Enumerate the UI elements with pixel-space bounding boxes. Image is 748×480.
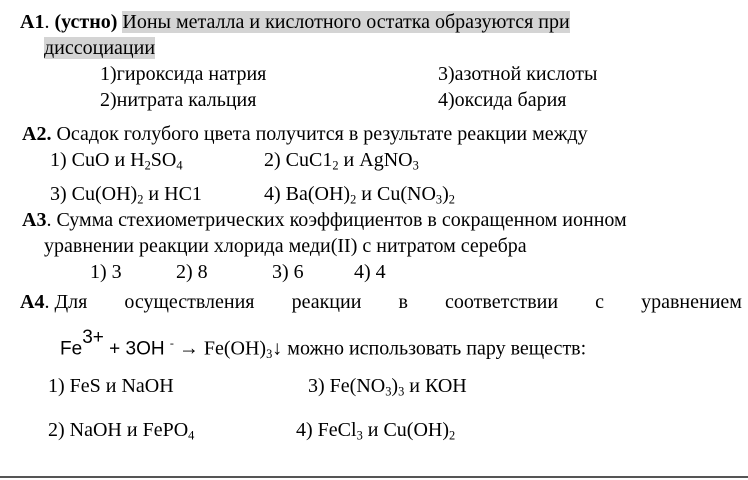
question-a1-text: Ионы металла и кислотного остатка образуются при (122, 11, 570, 33)
question-a1-option-4: 4)оксида бария (438, 89, 567, 111)
question-a4-line1: А4. Для осуществления реакции в соответствии с уравнением (20, 291, 742, 313)
question-a1-line1: А1. (устно) Ионы металла и кислотного остатка образуются при (20, 11, 570, 33)
question-a2-text: Осадок голубого цвета получится в результате реакции между (56, 123, 588, 145)
question-a3-number: А3 (22, 209, 47, 231)
question-a2-line1 (22, 124, 588, 144)
question-a2-option-1: 1) CuO и $H_2SO_4$ (50, 149, 183, 173)
question-a3-line1 (22, 210, 627, 230)
question-a4-equation: $Fe^{3+} + 3OH$ $^- \to Fe(OH)_3↓$ можно использовать пару веществ: (60, 327, 587, 361)
question-a4-number: А4 (20, 291, 45, 313)
question-a2-option-2: 2) $CuC1_2$ и AgNO$_3$ (264, 149, 419, 173)
question-a2-option-4: 4) $Ba(OH)_2$ и $Cu(NO_3)_2$ (264, 183, 455, 207)
question-a4-option-3: 3) $Fe(NO_3)_3$ и КОН (308, 375, 467, 399)
question-a1-option-3: 3)азотной кислоты (438, 63, 598, 85)
question-a3-text: . Сумма стехиометрических коэффициентов в сокращенном ионном (46, 209, 627, 231)
question-a2-option-3: 3) $Cu(OH)_2$ и HC1 (50, 183, 202, 207)
question-a4-option-1: 1) FeS и NaOH (48, 375, 174, 397)
question-a1-line2: диссоциации (44, 37, 156, 59)
question-a3-option-1: 1) 3 (90, 261, 122, 283)
question-a1-number: А1 (20, 11, 45, 33)
question-a3-line2: уравнении реакции хлорида меди(II) с нитратом серебра (44, 235, 527, 257)
question-a4-option-4: 4) FeCl$_3$ и $Cu(OH)_2$ (296, 419, 456, 443)
question-a4-option-2: 2) NaOH и FePO$_4$ (48, 419, 195, 443)
question-a1-tag: (устно) (54, 11, 118, 33)
question-a3-option-4: 4) 4 (354, 261, 386, 283)
question-a3-option-3: 3) 6 (272, 261, 304, 283)
question-a3-option-2: 2) 8 (176, 261, 208, 283)
question-a2-number: А2. (22, 123, 52, 145)
question-a1-option-1: 1)гироксида натрия (100, 63, 267, 85)
bottom-rule (0, 476, 748, 478)
question-a1-option-2: 2)нитрата кальция (100, 89, 257, 111)
